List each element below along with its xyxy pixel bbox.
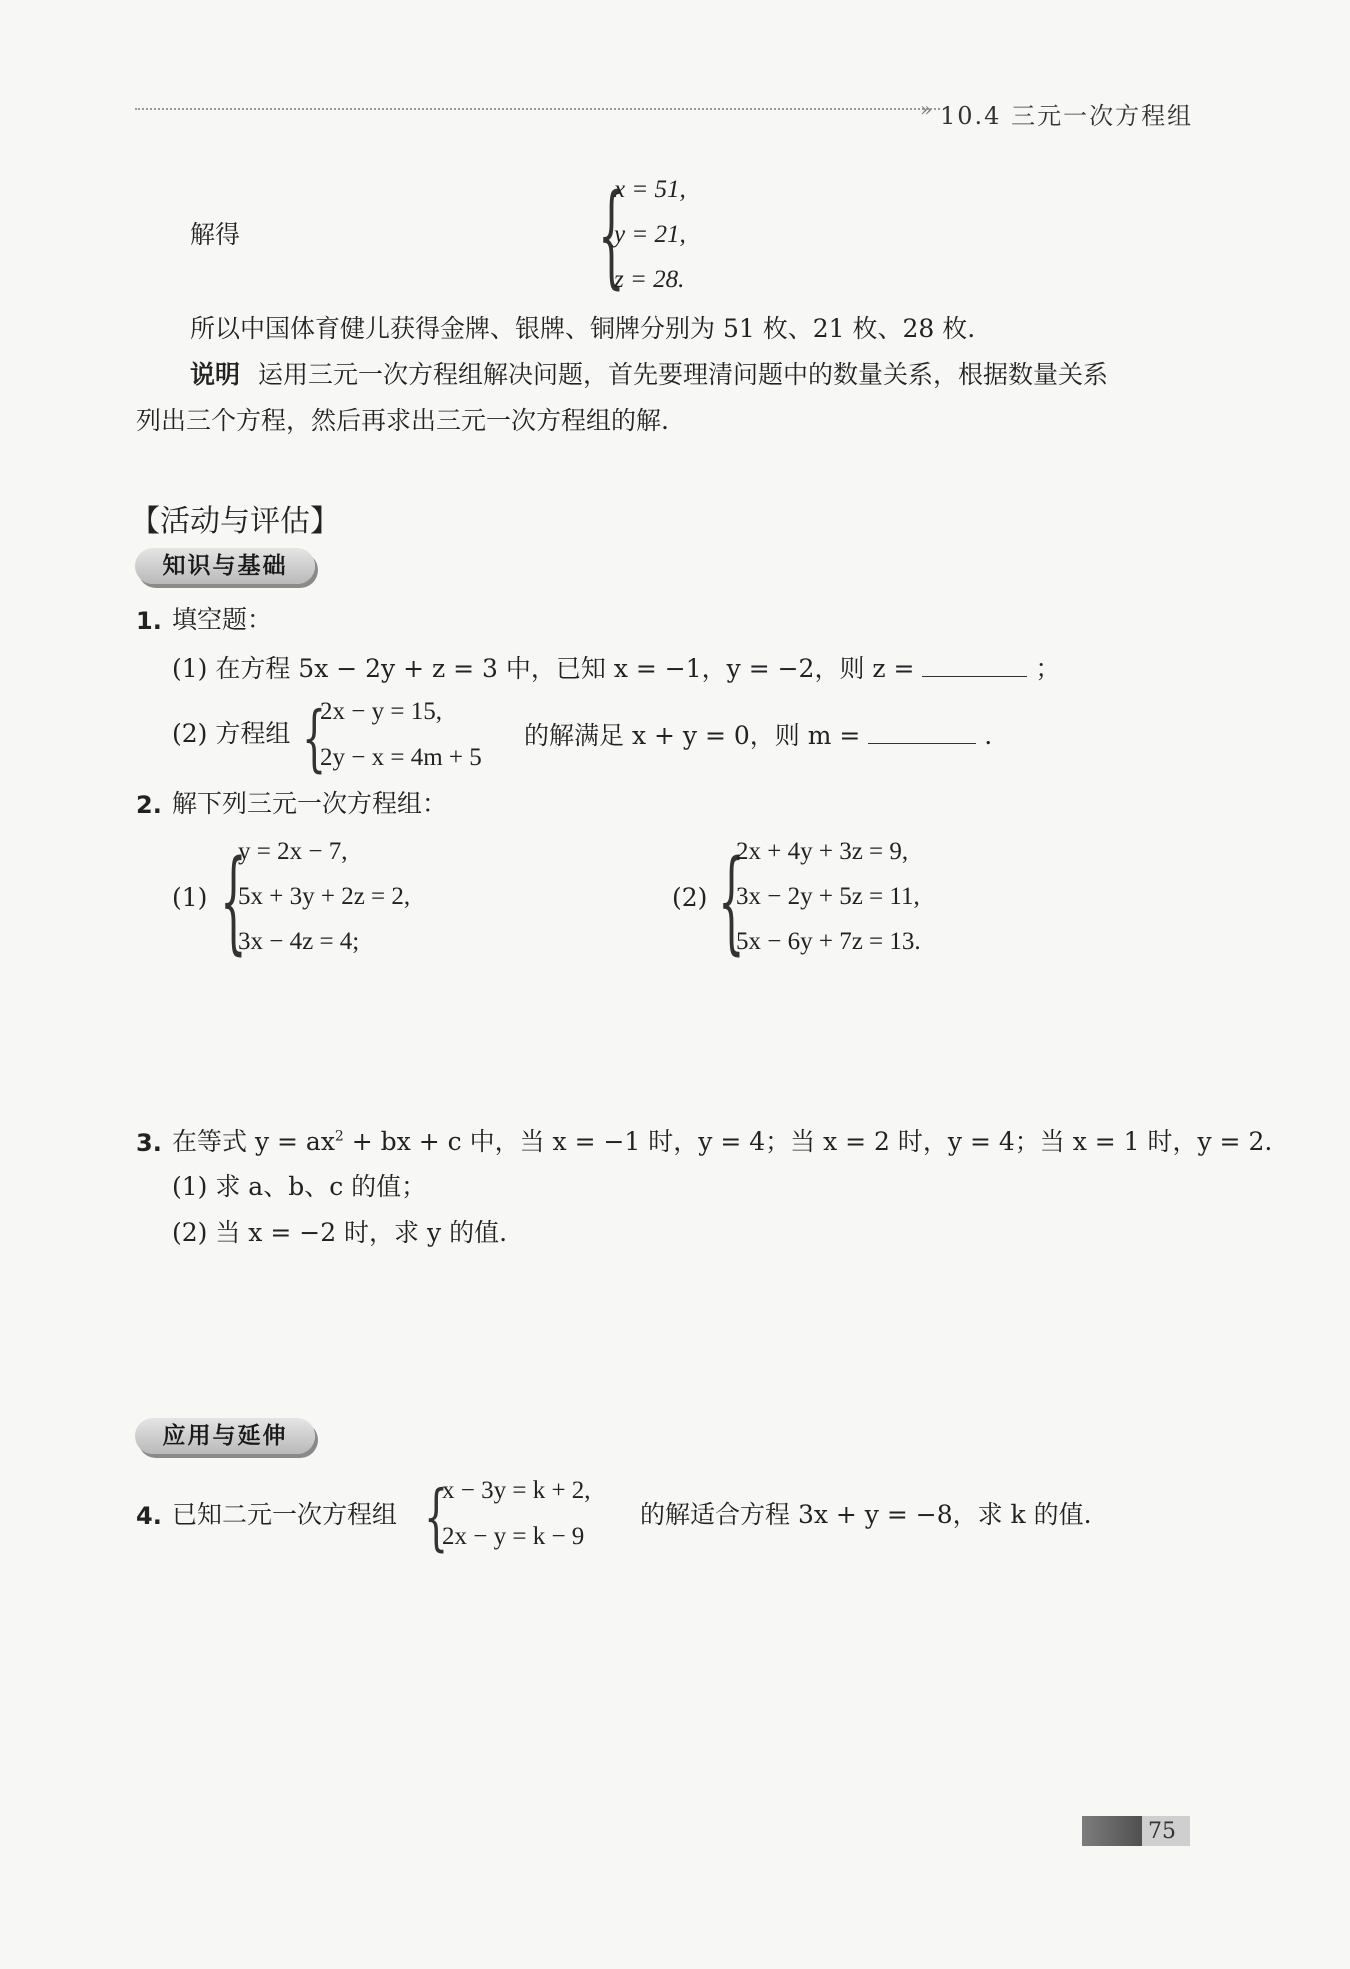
note-label: 说明 <box>190 360 241 389</box>
q2-system1-eq2: 5x + 3y + 2z = 2, <box>238 883 411 910</box>
q4-suffix: 的解适合方程 3x + y = −8，求 k 的值. <box>640 1500 1092 1529</box>
q2-system2-eq3: 5x − 6y + 7z = 13. <box>736 928 921 955</box>
q1-part2 <box>524 721 992 748</box>
q2-system1-eq3: 3x − 4z = 4; <box>238 928 360 955</box>
solution-label: 解得 <box>190 220 241 249</box>
q4-prefix: 已知二元一次方程组 <box>172 1500 398 1529</box>
q1-system-eq1: 2x − y = 15, <box>320 698 442 725</box>
header-arrow-icon: » <box>920 97 933 121</box>
q3-part1: (1) 求 a、b、c 的值； <box>172 1172 427 1201</box>
q2-title: 解下列三元一次方程组： <box>172 789 448 818</box>
q3-statement-b: + bx + c 中，当 x = −1 时，y = 4；当 x = 2 时，y = 4；当 x = 1 时，y = 2. <box>343 1127 1273 1156</box>
q1-part2-end: . <box>984 721 993 750</box>
q3-statement <box>172 1129 1272 1154</box>
q1-system-brace: { <box>302 696 327 780</box>
q4-system-eq2: 2x − y = k − 9 <box>442 1523 585 1550</box>
q2-system2-label: (2) <box>672 883 708 912</box>
conclusion-text: 所以中国体育健儿获得金牌、银牌、铜牌分别为 51 枚、21 枚、28 枚. <box>190 314 976 343</box>
solution-line-z: z = 28. <box>614 266 685 293</box>
badge-application-extension: 应用与延伸 <box>135 1418 315 1454</box>
q1-system-eq2: 2y − x = 4m + 5 <box>320 744 482 771</box>
q4-number: 4. <box>136 1502 162 1530</box>
note-line-2: 列出三个方程，然后再求出三元一次方程组的解. <box>136 406 669 435</box>
q1-part2-blank <box>868 721 976 744</box>
q1-part2-text: 的解满足 x + y = 0，则 m = <box>524 721 861 750</box>
chapter-title: 10.4 三元一次方程组 <box>940 102 1194 130</box>
solution-line-x: x = 51, <box>614 176 686 203</box>
solution-line-y: y = 21, <box>614 221 686 248</box>
q1-part1-blank <box>922 654 1027 677</box>
q3-number: 3. <box>136 1129 162 1157</box>
q2-system2-eq2: 3x − 2y + 5z = 11, <box>736 883 920 910</box>
q1-title: 填空题： <box>172 605 273 634</box>
q4-system-brace: { <box>424 1475 449 1559</box>
q1-part1 <box>172 654 1060 681</box>
q2-system1-brace: { <box>220 836 247 966</box>
note-line-1: 运用三元一次方程组解决问题，首先要理清问题中的数量关系，根据数量关系 <box>258 360 1109 389</box>
q2-system1-eq1: y = 2x − 7, <box>238 838 348 865</box>
q1-number: 1. <box>136 607 162 635</box>
q1-part2-prefix: (2) 方程组 <box>172 719 291 748</box>
header-rule <box>135 108 940 110</box>
q3-part2: (2) 当 x = −2 时，求 y 的值. <box>172 1218 508 1247</box>
page-number: 75 <box>1148 1819 1176 1844</box>
page-number-box-dark <box>1082 1816 1142 1846</box>
activity-heading: 【活动与评估】 <box>130 504 340 539</box>
q2-system2-eq1: 2x + 4y + 3z = 9, <box>736 838 909 865</box>
q2-system2-brace: { <box>718 836 745 966</box>
solution-brace: { <box>598 170 625 300</box>
q4-system-eq1: x − 3y = k + 2, <box>442 1477 591 1504</box>
q1-part1-end: ； <box>1035 654 1061 683</box>
q3-superscript: 2 <box>334 1128 344 1145</box>
q2-number: 2. <box>136 791 162 819</box>
q1-part1-text: (1) 在方程 5x − 2y + z = 3 中，已知 x = −1，y = −2，则 z = <box>172 654 915 683</box>
q3-statement-a: 在等式 y = ax <box>172 1127 335 1156</box>
badge-knowledge-basics: 知识与基础 <box>135 548 315 584</box>
q2-system1-label: (1) <box>172 883 208 912</box>
